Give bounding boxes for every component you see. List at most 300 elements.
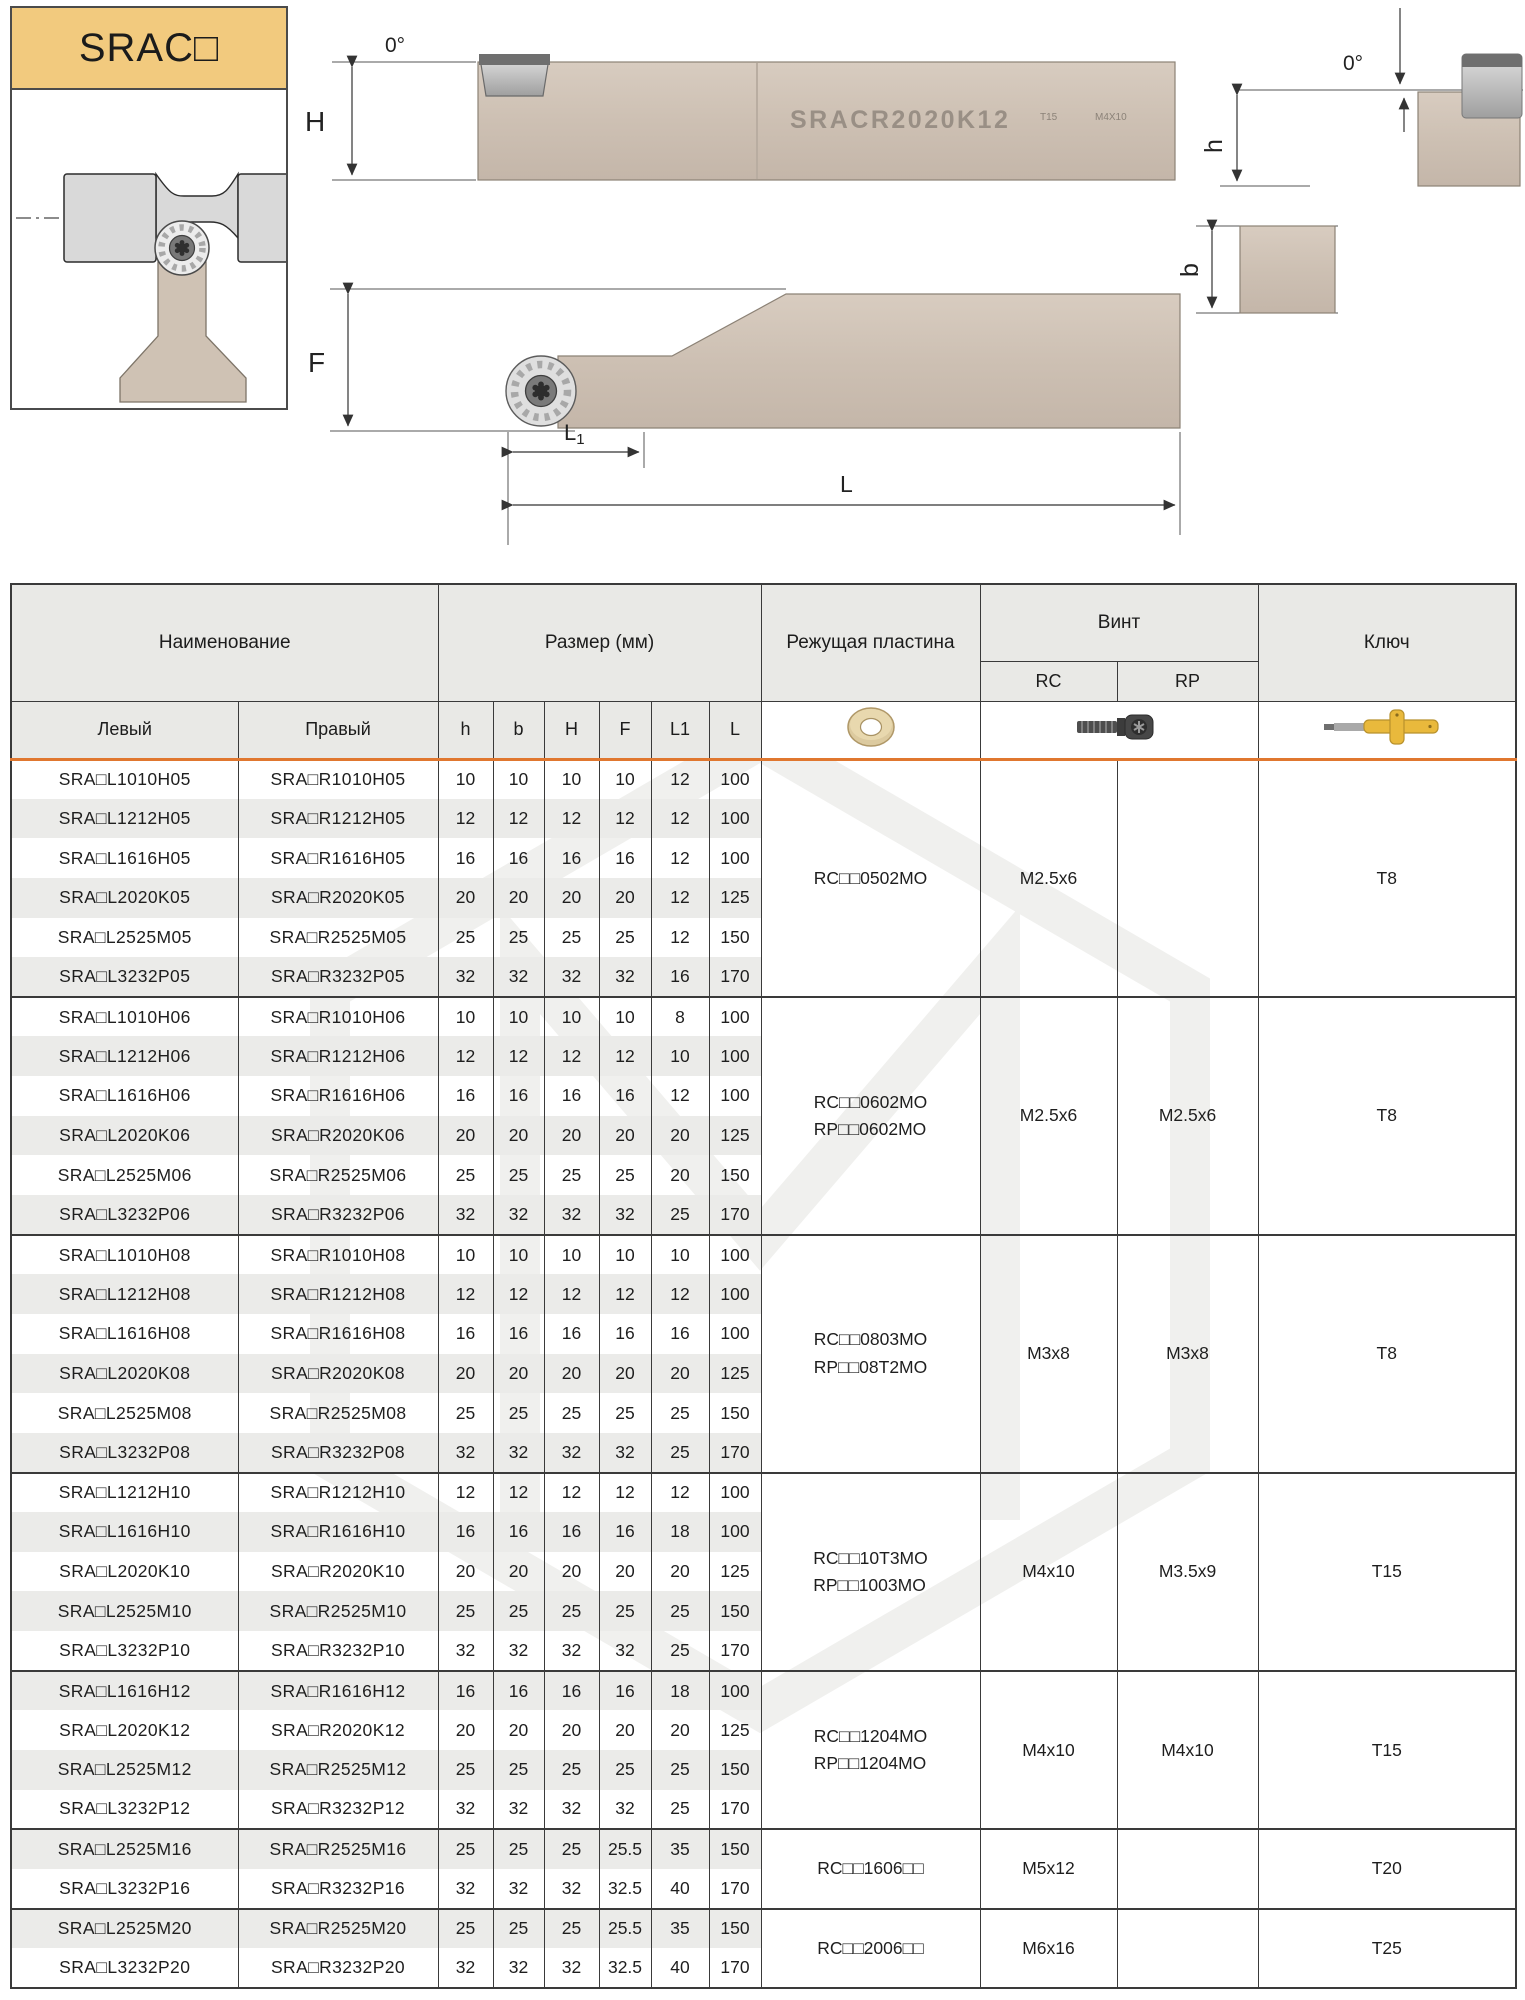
dim-F: 25: [599, 918, 651, 958]
dim-H: 10: [544, 997, 599, 1037]
dim-h: 20: [438, 878, 493, 918]
dim-b: 32: [493, 1433, 544, 1473]
marking-torx-size: T15: [1040, 112, 1058, 123]
dim-h: 16: [438, 1512, 493, 1552]
dim-H: 10: [544, 759, 599, 799]
model-left: SRA□L2020K10: [11, 1552, 238, 1592]
header-insert: Режущая пластина: [761, 584, 980, 701]
dim-L: 170: [709, 1631, 761, 1671]
model-right: SRA□R1010H08: [238, 1235, 438, 1275]
dim-F-label: F: [308, 347, 326, 378]
dim-F: 16: [599, 1671, 651, 1711]
model-left: SRA□L1616H06: [11, 1076, 238, 1116]
dim-L: 100: [709, 838, 761, 878]
product-group: [11, 1473, 1516, 1671]
dim-L1: 12: [651, 1076, 709, 1116]
screw-icon: [980, 701, 1258, 759]
dim-H: 16: [544, 1512, 599, 1552]
screw-rp-size: [1117, 1829, 1258, 1908]
table-row: [11, 1829, 1516, 1869]
model-right: SRA□R3232P20: [238, 1948, 438, 1988]
model-left: SRA□L1212H10: [11, 1473, 238, 1513]
dim-L: 125: [709, 1710, 761, 1750]
model-right: SRA□R3232P12: [238, 1790, 438, 1830]
holder-end-block-2: [1240, 226, 1335, 313]
dim-h: 12: [438, 1036, 493, 1076]
header-screw-rc: RC: [980, 661, 1117, 701]
dim-F: 32: [599, 1631, 651, 1671]
dim-L1: 20: [651, 1710, 709, 1750]
model-left: SRA□L3232P10: [11, 1631, 238, 1671]
dim-F: 32: [599, 1790, 651, 1830]
dim-h: 16: [438, 838, 493, 878]
insert-designation: RC□□10T3MO RP□□1003MO: [761, 1473, 980, 1671]
dim-H: 32: [544, 1433, 599, 1473]
model-right: SRA□R2525M16: [238, 1829, 438, 1869]
dim-L1: 35: [651, 1829, 709, 1869]
dim-L: 100: [709, 997, 761, 1037]
dim-h: 32: [438, 1790, 493, 1830]
dim-b: 25: [493, 1393, 544, 1433]
dim-L1: 10: [651, 1036, 709, 1076]
dim-L1: 12: [651, 918, 709, 958]
dim-b: 12: [493, 799, 544, 839]
table-row: [11, 1473, 1516, 1513]
dim-H: 25: [544, 1591, 599, 1631]
product-group: [11, 1235, 1516, 1473]
dim-H: 10: [544, 1235, 599, 1275]
key-size: T25: [1258, 1909, 1516, 1988]
dim-h: 20: [438, 1552, 493, 1592]
dim-L: 100: [709, 1076, 761, 1116]
dim-h: 10: [438, 1235, 493, 1275]
header-screw: Винт: [980, 584, 1258, 661]
dim-H: 25: [544, 1750, 599, 1790]
round-insert-icon: [761, 701, 980, 759]
model-right: SRA□R1616H10: [238, 1512, 438, 1552]
dim-h: 32: [438, 1869, 493, 1909]
dim-b: 12: [493, 1036, 544, 1076]
dim-L: 170: [709, 1948, 761, 1988]
model-left: SRA□L2525M20: [11, 1909, 238, 1949]
model-right: SRA□R1010H06: [238, 997, 438, 1037]
dim-F: 10: [599, 997, 651, 1037]
dim-L1: 16: [651, 957, 709, 997]
model-right: SRA□R3232P16: [238, 1869, 438, 1909]
product-table: [10, 583, 1517, 1989]
dim-h-label: h: [1200, 139, 1228, 153]
screw-rp-size: M3.5x9: [1117, 1473, 1258, 1671]
model-left: SRA□L1212H06: [11, 1036, 238, 1076]
model-left: SRA□L1010H05: [11, 759, 238, 799]
screw-rc-size: M2.5x6: [980, 997, 1117, 1235]
dim-L1: 20: [651, 1116, 709, 1156]
dim-b: 32: [493, 1631, 544, 1671]
dim-H: 32: [544, 1869, 599, 1909]
model-right: SRA□R1010H05: [238, 759, 438, 799]
table-row: [11, 759, 1516, 799]
model-left: SRA□L3232P20: [11, 1948, 238, 1988]
dim-h: 16: [438, 1671, 493, 1711]
model-left: SRA□L2525M05: [11, 918, 238, 958]
product-group: [11, 1671, 1516, 1830]
dim-L: 125: [709, 1116, 761, 1156]
dim-L: 100: [709, 1473, 761, 1513]
model-right: SRA□R2020K08: [238, 1354, 438, 1394]
product-group: [11, 1909, 1516, 1988]
dim-b-label: b: [1176, 263, 1204, 277]
dim-b: 32: [493, 1790, 544, 1830]
dim-F: 12: [599, 799, 651, 839]
key-size: T8: [1258, 997, 1516, 1235]
dim-L1: 18: [651, 1671, 709, 1711]
dim-b: 20: [493, 878, 544, 918]
dim-F: 25.5: [599, 1829, 651, 1869]
model-left: SRA□L1616H08: [11, 1314, 238, 1354]
dim-b: 12: [493, 1473, 544, 1513]
dim-L: 125: [709, 1552, 761, 1592]
dim-L1: 40: [651, 1948, 709, 1988]
dim-F: 25.5: [599, 1909, 651, 1949]
dim-b: 16: [493, 838, 544, 878]
model-right: SRA□R2525M12: [238, 1750, 438, 1790]
screw-rc-size: M5x12: [980, 1829, 1117, 1908]
dim-L: 150: [709, 1155, 761, 1195]
dim-h: 20: [438, 1710, 493, 1750]
dim-h: 20: [438, 1354, 493, 1394]
key-size: T15: [1258, 1671, 1516, 1830]
dim-h: 12: [438, 1473, 493, 1513]
screw-rp-size: [1117, 1909, 1258, 1988]
dim-F: 25: [599, 1591, 651, 1631]
model-left: SRA□L1010H08: [11, 1235, 238, 1275]
torx-key-icon: [1258, 701, 1516, 759]
insert-designation: RC□□0602MO RP□□0602MO: [761, 997, 980, 1235]
dim-b: 20: [493, 1354, 544, 1394]
model-left: SRA□L2020K06: [11, 1116, 238, 1156]
dim-L: 100: [709, 1314, 761, 1354]
dim-L1: 25: [651, 1393, 709, 1433]
dim-L1: 12: [651, 878, 709, 918]
dim-L: 170: [709, 957, 761, 997]
dim-F: 16: [599, 1076, 651, 1116]
insert-designation: RC□□1606□□: [761, 1829, 980, 1908]
dim-L1: 12: [651, 799, 709, 839]
dim-F: 16: [599, 1314, 651, 1354]
dim-L-label: L: [840, 471, 853, 497]
model-right: SRA□R1212H05: [238, 799, 438, 839]
dim-h: 20: [438, 1116, 493, 1156]
dim-H: 32: [544, 1195, 599, 1235]
dim-F: 20: [599, 1710, 651, 1750]
dim-H: 20: [544, 1354, 599, 1394]
dim-L1: 25: [651, 1433, 709, 1473]
rake-angle-top: 0°: [385, 34, 406, 57]
dim-F: 32: [599, 1433, 651, 1473]
dim-L: 125: [709, 878, 761, 918]
dim-F: 25: [599, 1393, 651, 1433]
screw-rc-size: M6x16: [980, 1909, 1117, 1988]
dim-b: 10: [493, 997, 544, 1037]
dim-F: 32: [599, 957, 651, 997]
dim-H: 12: [544, 1036, 599, 1076]
dim-b: 12: [493, 1274, 544, 1314]
dim-L1: 25: [651, 1790, 709, 1830]
dim-H: 20: [544, 1116, 599, 1156]
dim-F: 12: [599, 1036, 651, 1076]
dim-L: 100: [709, 1512, 761, 1552]
technical-drawing: [0, 0, 1525, 575]
dim-b: 20: [493, 1552, 544, 1592]
model-left: SRA□L3232P08: [11, 1433, 238, 1473]
dim-L1: 25: [651, 1195, 709, 1235]
dim-L1: 18: [651, 1512, 709, 1552]
dim-b: 25: [493, 1829, 544, 1869]
marking-screw-size: M4X10: [1095, 112, 1127, 123]
key-size: T15: [1258, 1473, 1516, 1671]
header-col-b: b: [493, 701, 544, 759]
dim-b: 10: [493, 1235, 544, 1275]
dim-F: 10: [599, 759, 651, 799]
dim-L: 100: [709, 1235, 761, 1275]
dim-b: 32: [493, 1195, 544, 1235]
dim-H: 25: [544, 1909, 599, 1949]
dim-L: 150: [709, 1750, 761, 1790]
header-col-F: F: [599, 701, 651, 759]
insert-designation: RC□□0803MO RP□□08T2MO: [761, 1235, 980, 1473]
table-row: [11, 1671, 1516, 1711]
rake-angle-right: 0°: [1343, 52, 1364, 75]
dim-h: 25: [438, 1155, 493, 1195]
dim-H: 25: [544, 1829, 599, 1869]
table-row: [11, 1909, 1516, 1949]
dim-L1: 10: [651, 1235, 709, 1275]
dim-L: 150: [709, 1909, 761, 1949]
screw-rp-size: M3x8: [1117, 1235, 1258, 1473]
dim-L1: 20: [651, 1354, 709, 1394]
model-right: SRA□R2525M06: [238, 1155, 438, 1195]
model-left: SRA□L2525M12: [11, 1750, 238, 1790]
dim-H: 32: [544, 1948, 599, 1988]
key-size: T20: [1258, 1829, 1516, 1908]
dim-h: 12: [438, 799, 493, 839]
end-view-bottom: [1176, 226, 1338, 313]
dim-h: 10: [438, 997, 493, 1037]
dim-H: 20: [544, 1552, 599, 1592]
model-right: SRA□R2020K06: [238, 1116, 438, 1156]
dim-b: 16: [493, 1671, 544, 1711]
holder-shank-top: [558, 294, 1180, 428]
screw-rp-size: M4x10: [1117, 1671, 1258, 1830]
model-right: SRA□R2525M10: [238, 1591, 438, 1631]
model-right: SRA□R1212H06: [238, 1036, 438, 1076]
dim-F: 20: [599, 1116, 651, 1156]
model-left: SRA□L2525M10: [11, 1591, 238, 1631]
model-left: SRA□L2525M16: [11, 1829, 238, 1869]
dim-b: 16: [493, 1314, 544, 1354]
dim-h: 25: [438, 918, 493, 958]
dim-H: 16: [544, 838, 599, 878]
dim-F: 32: [599, 1195, 651, 1235]
dim-b: 20: [493, 1710, 544, 1750]
dim-L1: 12: [651, 1274, 709, 1314]
product-group: [11, 759, 1516, 997]
dim-L1: 16: [651, 1314, 709, 1354]
model-right: SRA□R2525M20: [238, 1909, 438, 1949]
dim-b: 25: [493, 918, 544, 958]
model-left: SRA□L3232P12: [11, 1790, 238, 1830]
dim-L: 150: [709, 1393, 761, 1433]
header-col-L1: L1: [651, 701, 709, 759]
dim-H: 16: [544, 1671, 599, 1711]
top-view: [308, 289, 1180, 545]
dim-H: 32: [544, 1790, 599, 1830]
dim-H: 12: [544, 799, 599, 839]
dim-H: 12: [544, 1274, 599, 1314]
dim-L: 170: [709, 1195, 761, 1235]
dim-H: 16: [544, 1076, 599, 1116]
end-view-top: [1200, 8, 1523, 186]
dim-H: 32: [544, 1631, 599, 1671]
model-left: SRA□L1616H05: [11, 838, 238, 878]
model-right: SRA□R3232P08: [238, 1433, 438, 1473]
dim-b: 25: [493, 1909, 544, 1949]
dim-b: 32: [493, 1948, 544, 1988]
screw-rc-size: M3x8: [980, 1235, 1117, 1473]
table-row: [11, 1235, 1516, 1275]
dim-F: 12: [599, 1473, 651, 1513]
dim-b: 16: [493, 1512, 544, 1552]
dim-b: 32: [493, 957, 544, 997]
table-row: [11, 997, 1516, 1037]
dim-F: 12: [599, 1274, 651, 1314]
model-right: SRA□R3232P05: [238, 957, 438, 997]
dim-h: 25: [438, 1591, 493, 1631]
dim-F: 25: [599, 1155, 651, 1195]
screw-rc-size: M2.5x6: [980, 759, 1117, 997]
dim-F: 25: [599, 1750, 651, 1790]
dim-L: 150: [709, 918, 761, 958]
model-left: SRA□L2525M06: [11, 1155, 238, 1195]
screw-rp-size: [1117, 759, 1258, 997]
dim-F: 20: [599, 878, 651, 918]
dim-H: 32: [544, 957, 599, 997]
dim-L1: 20: [651, 1552, 709, 1592]
dim-H: 12: [544, 1473, 599, 1513]
dim-L: 150: [709, 1591, 761, 1631]
model-right: SRA□R1616H08: [238, 1314, 438, 1354]
dim-F: 32.5: [599, 1869, 651, 1909]
dim-h: 32: [438, 957, 493, 997]
model-left: SRA□L3232P16: [11, 1869, 238, 1909]
header-screw-rp: RP: [1117, 661, 1258, 701]
insert-designation: RC□□1204MO RP□□1204MO: [761, 1671, 980, 1830]
header-col-h: h: [438, 701, 493, 759]
model-right: SRA□R3232P06: [238, 1195, 438, 1235]
dim-L1: 12: [651, 838, 709, 878]
dim-L: 100: [709, 1036, 761, 1076]
dim-F: 20: [599, 1552, 651, 1592]
model-left: SRA□L1212H08: [11, 1274, 238, 1314]
dim-L: 170: [709, 1790, 761, 1830]
model-left: SRA□L3232P06: [11, 1195, 238, 1235]
dim-L1: 25: [651, 1750, 709, 1790]
product-group: [11, 997, 1516, 1235]
dim-F: 32.5: [599, 1948, 651, 1988]
dim-L: 170: [709, 1433, 761, 1473]
dim-H: 20: [544, 878, 599, 918]
table-header: [11, 584, 1516, 759]
dim-b: 32: [493, 1869, 544, 1909]
header-size: Размер (мм): [438, 584, 761, 701]
dim-h: 25: [438, 1829, 493, 1869]
model-left: SRA□L2525M08: [11, 1393, 238, 1433]
dim-h: 16: [438, 1076, 493, 1116]
dim-L: 150: [709, 1829, 761, 1869]
model-left: SRA□L3232P05: [11, 957, 238, 997]
model-right: SRA□R1616H12: [238, 1671, 438, 1711]
dim-L1-label: L1: [564, 420, 585, 448]
dim-h: 32: [438, 1631, 493, 1671]
dim-L: 100: [709, 1671, 761, 1711]
header-key: Ключ: [1258, 584, 1516, 701]
dim-b: 25: [493, 1750, 544, 1790]
dim-F: 16: [599, 838, 651, 878]
model-left: SRA□L2020K12: [11, 1710, 238, 1750]
dim-h: 10: [438, 759, 493, 799]
header-right: Правый: [238, 701, 438, 759]
dim-L1: 20: [651, 1155, 709, 1195]
dim-H: 25: [544, 1393, 599, 1433]
dim-h: 32: [438, 1433, 493, 1473]
product-group: [11, 1829, 1516, 1908]
dim-h: 25: [438, 1909, 493, 1949]
dim-b: 25: [493, 1155, 544, 1195]
tool-marking: SRACR2020K12: [790, 106, 1011, 134]
dim-H: 16: [544, 1314, 599, 1354]
dim-h: 32: [438, 1195, 493, 1235]
dim-L: 100: [709, 799, 761, 839]
insert-top-rim: [479, 54, 550, 65]
dim-F: 20: [599, 1354, 651, 1394]
model-right: SRA□R1212H08: [238, 1274, 438, 1314]
dim-h: 12: [438, 1274, 493, 1314]
model-right: SRA□R1212H10: [238, 1473, 438, 1513]
dim-h: 25: [438, 1750, 493, 1790]
dim-H: 25: [544, 1155, 599, 1195]
insert-designation: RC□□0502MO: [761, 759, 980, 997]
model-right: SRA□R3232P10: [238, 1631, 438, 1671]
dim-b: 10: [493, 759, 544, 799]
dim-F: 16: [599, 1512, 651, 1552]
model-right: SRA□R1616H06: [238, 1076, 438, 1116]
model-right: SRA□R2020K05: [238, 878, 438, 918]
dim-b: 16: [493, 1076, 544, 1116]
dim-L: 100: [709, 1274, 761, 1314]
dim-b: 20: [493, 1116, 544, 1156]
key-size: T8: [1258, 759, 1516, 997]
dim-b: 25: [493, 1591, 544, 1631]
dim-L: 170: [709, 1869, 761, 1909]
model-left: SRA□L1010H06: [11, 997, 238, 1037]
insert-cylinder-rim: [1462, 54, 1522, 67]
model-right: SRA□R2525M05: [238, 918, 438, 958]
dim-H: 20: [544, 1710, 599, 1750]
dim-H-label: H: [305, 106, 326, 137]
tool-family-title: SRAC□: [12, 8, 286, 90]
dim-L1: 8: [651, 997, 709, 1037]
dim-L: 125: [709, 1354, 761, 1394]
